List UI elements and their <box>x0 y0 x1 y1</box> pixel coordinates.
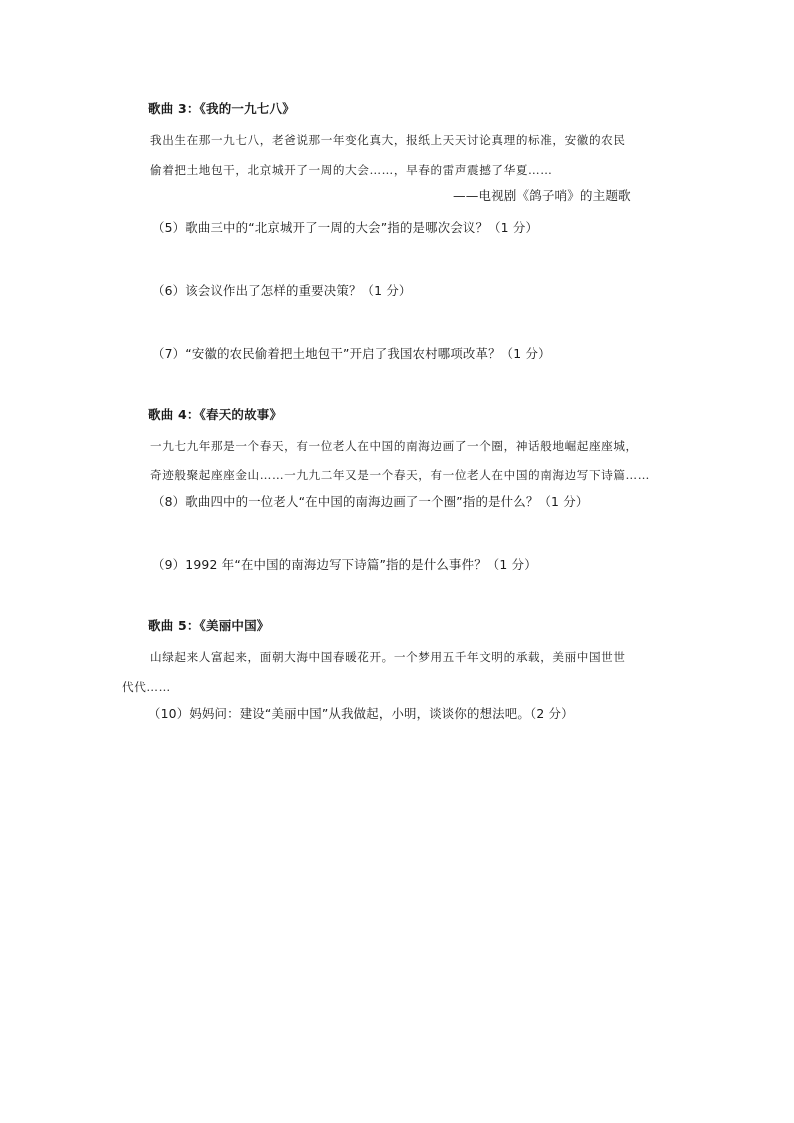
question-6: （6）该会议作出了怎样的重要决策？（1 分） <box>152 283 412 298</box>
song3-lyric-line2: 偷着把土地包干，北京城开了一周的大会……，早春的雷声震撼了华夏…… <box>150 163 553 177</box>
song3-title: 歌曲 3：《我的一九七八》 <box>148 101 295 116</box>
question-5: （5）歌曲三中的“北京城开了一周的大会”指的是哪次会议？（1 分） <box>152 220 539 235</box>
question-8: （8）歌曲四中的一位老人“在中国的南海边画了一个圈”指的是什么？（1 分） <box>152 494 589 509</box>
song5-title: 歌曲 5：《美丽中国》 <box>148 618 270 633</box>
question-10: （10）妈妈问：建设“美丽中国”从我做起，小明，谈谈你的想法吧。（2 分） <box>148 706 574 721</box>
song4-lyric-line1: 一九七九年那是一个春天，有一位老人在中国的南海边画了一个圈，神话般地崛起座座城， <box>150 439 638 453</box>
song5-lyric-line2: 代代…… <box>122 680 171 694</box>
song3-source: ——电视剧《鸽子哨》的主题歌 <box>453 188 631 203</box>
song3-lyric-line1: 我出生在那一九七八，老爸说那一年变化真大，报纸上天天讨论真理的标准，安徽的农民 <box>150 133 626 147</box>
song5-lyric-line1: 山绿起来人富起来，面朝大海中国春暖花开。一个梦用五千年文明的承载，美丽中国世世 <box>150 650 626 664</box>
question-9: （9）1992 年“在中国的南海边写下诗篇”指的是什么事件？（1 分） <box>152 557 537 572</box>
question-7: （7）“安徽的农民偷着把土地包干”开启了我国农村哪项改革？（1 分） <box>152 346 551 361</box>
song4-title: 歌曲 4：《春天的故事》 <box>148 407 283 422</box>
song4-lyric-line2: 奇迹般聚起座座金山……一九九二年又是一个春天，有一位老人在中国的南海边写下诗篇…… <box>150 468 650 482</box>
